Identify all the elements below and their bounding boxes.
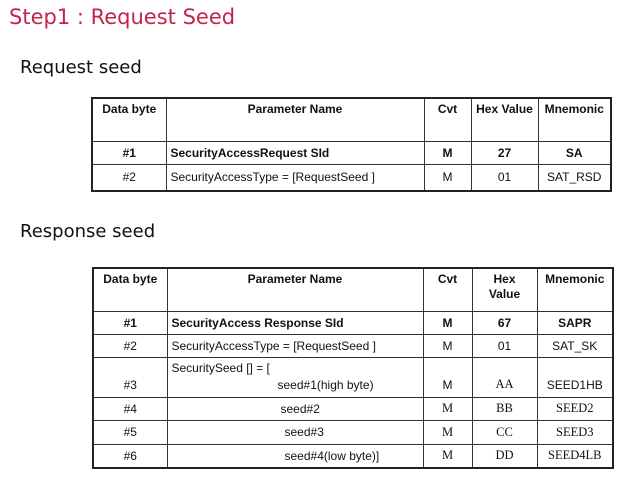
cell-mnemonic: SEED2 <box>537 397 613 420</box>
header-mnemonic: Mnemonic <box>538 98 611 141</box>
header-cvt: Cvt <box>424 98 471 141</box>
header-data-byte: Data byte <box>92 98 166 141</box>
cell-cvt: M <box>423 420 472 444</box>
cell-cvt: M <box>423 334 472 357</box>
security-seed-label: SecuritySeed [] = [ <box>171 361 270 375</box>
cell-parameter-name: seed#4(low byte)] <box>167 444 423 468</box>
table-row <box>93 311 613 334</box>
cell-cvt: M <box>424 141 471 164</box>
cell-hex-value: CC <box>472 420 537 444</box>
cell-data-byte: #2 <box>92 164 166 191</box>
cell-cvt: M <box>423 444 472 468</box>
cell-parameter-name: seed#2 <box>167 397 423 420</box>
cell-mnemonic: SEED1HB <box>537 357 613 397</box>
header-mnemonic: Mnemonic <box>537 268 613 311</box>
cell-data-byte: #1 <box>92 141 166 164</box>
table-row <box>93 334 613 357</box>
header-hex-value: Hex Value <box>471 98 538 141</box>
table-header-row <box>93 268 613 311</box>
cell-hex-value: BB <box>472 397 537 420</box>
cell-parameter-name: SecurityAccessType = [RequestSeed ] <box>167 334 423 357</box>
cell-mnemonic: SA <box>538 141 611 164</box>
table-row <box>92 141 611 164</box>
response-seed-table <box>92 267 614 469</box>
cell-data-byte: #5 <box>93 420 167 444</box>
header-parameter-name: Parameter Name <box>167 268 423 311</box>
cell-data-byte: #3 <box>93 357 167 397</box>
cell-data-byte: #4 <box>93 397 167 420</box>
table-row <box>93 444 613 468</box>
cell-parameter-name <box>167 357 423 397</box>
request-seed-heading: Request seed <box>20 57 142 78</box>
header-parameter-name: Parameter Name <box>166 98 424 141</box>
cell-data-byte: #2 <box>93 334 167 357</box>
cell-data-byte: #1 <box>93 311 167 334</box>
header-hex-value: Hex Value <box>472 268 537 311</box>
table-row <box>93 357 613 397</box>
request-seed-table <box>91 97 612 192</box>
cell-cvt: M <box>423 311 472 334</box>
seed-1-label: seed#1(high byte) <box>277 378 374 392</box>
cell-hex-value: 27 <box>471 141 538 164</box>
table-row <box>93 397 613 420</box>
table-header-row <box>92 98 611 141</box>
cell-hex-value: 01 <box>472 334 537 357</box>
table-row <box>93 420 613 444</box>
page-title: Step1 : Request Seed <box>9 5 236 29</box>
cell-parameter-name: seed#3 <box>167 420 423 444</box>
cell-data-byte: #6 <box>93 444 167 468</box>
cell-parameter-name: SecurityAccessRequest SId <box>166 141 424 164</box>
cell-cvt: M <box>423 397 472 420</box>
table-row <box>92 164 611 191</box>
cell-cvt: M <box>423 357 472 397</box>
cell-parameter-name: SecurityAccessType = [RequestSeed ] <box>166 164 424 191</box>
cell-hex-value: 01 <box>471 164 538 191</box>
cell-mnemonic: SEED4LB <box>537 444 613 468</box>
cell-hex-value: DD <box>472 444 537 468</box>
cell-mnemonic: SAT_SK <box>537 334 613 357</box>
cell-mnemonic: SAT_RSD <box>538 164 611 191</box>
cell-mnemonic: SEED3 <box>537 420 613 444</box>
cell-cvt: M <box>424 164 471 191</box>
cell-hex-value: AA <box>472 357 537 397</box>
header-data-byte: Data byte <box>93 268 167 311</box>
cell-parameter-name: SecurityAccess Response SId <box>167 311 423 334</box>
response-seed-heading: Response seed <box>20 221 156 242</box>
cell-hex-value: 67 <box>472 311 537 334</box>
cell-mnemonic: SAPR <box>537 311 613 334</box>
header-cvt: Cvt <box>423 268 472 311</box>
